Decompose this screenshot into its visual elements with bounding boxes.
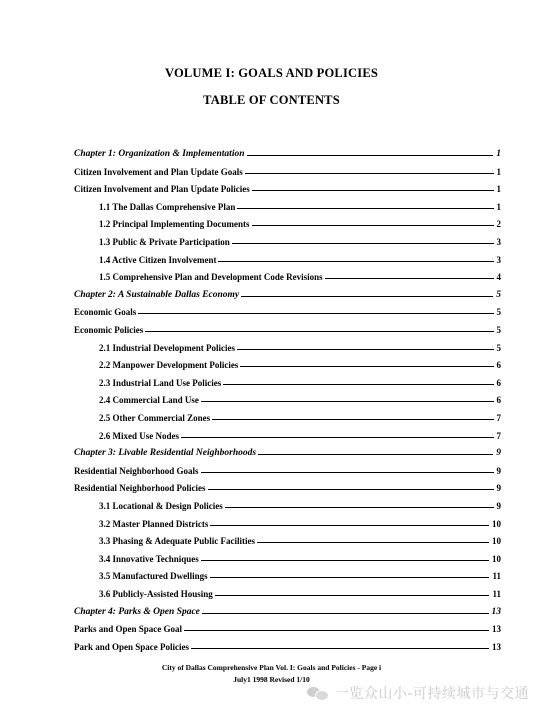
toc-entry-label: Chapter 4: Parks & Open Space bbox=[74, 606, 200, 617]
toc-page-number: 11 bbox=[492, 571, 501, 582]
toc-leader-line bbox=[212, 419, 493, 420]
toc-page-number: 9 bbox=[496, 501, 501, 511]
toc-page-number: 6 bbox=[496, 395, 501, 406]
toc-subsection-row bbox=[99, 567, 501, 581]
toc-page-number: 6 bbox=[496, 360, 501, 371]
toc-page-number: 13 bbox=[492, 624, 501, 635]
toc-leader-line bbox=[202, 613, 489, 614]
watermark bbox=[307, 683, 529, 703]
toc-leader-line bbox=[232, 243, 494, 244]
toc-page-number: 1 bbox=[496, 166, 501, 177]
toc-page-number: 1 bbox=[496, 201, 501, 212]
toc-entry-label: Residential Neighborhood Policies bbox=[74, 483, 206, 494]
toc-title: TABLE OF CONTENTS bbox=[203, 93, 340, 107]
toc-leader-line bbox=[210, 577, 490, 578]
toc-subsection-row bbox=[99, 497, 501, 511]
toc-leader-line bbox=[252, 190, 494, 191]
toc-entry-label: Citizen Involvement and Plan Update Policies bbox=[74, 184, 250, 195]
toc-entry-label: 1.3 Public & Private Participation bbox=[99, 237, 230, 247]
toc-page-number: 11 bbox=[492, 589, 501, 599]
toc-leader-line bbox=[252, 225, 494, 226]
toc-page-number: 7 bbox=[496, 413, 501, 423]
toc-subsection-row bbox=[99, 233, 501, 247]
toc-page-number: 5 bbox=[496, 342, 501, 353]
toc-leader-line bbox=[215, 595, 490, 596]
toc-subsection-row bbox=[99, 339, 501, 353]
toc-section-row bbox=[74, 462, 501, 476]
toc-entry-label: Residential Neighborhood Goals bbox=[74, 465, 199, 476]
toc-leader-line bbox=[223, 384, 493, 385]
toc-leader-line bbox=[138, 313, 493, 314]
toc-subsection-row bbox=[99, 215, 501, 229]
toc-page-number: 10 bbox=[492, 553, 501, 564]
toc-page-number: 7 bbox=[496, 430, 501, 441]
toc-subsection-row bbox=[99, 251, 501, 265]
toc-leader-line bbox=[258, 454, 493, 455]
toc-chapter-row bbox=[74, 603, 501, 617]
toc-entry-label: 1.4 Active Citizen Involvement bbox=[99, 254, 217, 265]
toc-entry-label: Chapter 1: Organization & Implementation bbox=[74, 149, 245, 159]
toc-entry-label: 2.1 Industrial Development Policies bbox=[99, 342, 235, 353]
toc-subsection-row bbox=[99, 268, 501, 282]
toc-section-row bbox=[74, 638, 501, 652]
toc-page-number: 9 bbox=[496, 448, 501, 459]
toc-entry-label: 1.2 Principal Implementing Documents bbox=[99, 219, 250, 230]
toc-leader-line bbox=[240, 366, 493, 367]
toc-page-number: 13 bbox=[491, 606, 501, 617]
toc-leader-line bbox=[201, 401, 494, 402]
toc-section-row bbox=[74, 620, 501, 634]
toc-entry-label: 2.3 Industrial Land Use Policies bbox=[99, 377, 222, 388]
toc-chapter-row bbox=[74, 286, 501, 300]
toc-entry-label: 2.6 Mixed Use Nodes bbox=[99, 430, 179, 441]
toc-entry-label: 3.5 Manufactured Dwellings bbox=[99, 571, 208, 582]
toc-subsection-row bbox=[99, 198, 501, 212]
toc-entry-label: 2.5 Other Commercial Zones bbox=[99, 413, 211, 423]
toc-subsection-row bbox=[99, 374, 501, 388]
toc-subsection-row bbox=[99, 532, 501, 546]
toc-leader-line bbox=[257, 542, 489, 543]
toc-leader-line bbox=[241, 296, 493, 297]
toc-leader-line bbox=[191, 648, 489, 649]
toc-page-number: 3 bbox=[496, 254, 501, 265]
watermark-text: 一览众山小-可持续城市与交通 bbox=[334, 686, 529, 702]
toc-leader-line bbox=[201, 472, 494, 473]
toc-entry-label: 3.4 Innovative Techniques bbox=[99, 553, 199, 564]
toc-entry-label: Chapter 2: A Sustainable Dallas Economy bbox=[74, 289, 240, 300]
toc-page-number: 2 bbox=[496, 219, 501, 230]
toc-entry-label: 2.2 Manpower Development Policies bbox=[99, 360, 239, 371]
toc-leader-line bbox=[237, 349, 494, 350]
toc-section-row bbox=[74, 321, 501, 335]
toc-page-number: 5 bbox=[496, 325, 501, 335]
footer-line-2: July1 1998 Revised 1/10 bbox=[233, 675, 310, 684]
toc-entry-label: 1.1 The Dallas Comprehensive Plan bbox=[99, 201, 236, 212]
toc-entry-label: 3.3 Phasing & Adequate Public Facilities bbox=[99, 536, 256, 547]
toc-leader-line bbox=[181, 437, 494, 438]
toc-leader-line bbox=[325, 278, 494, 279]
toc-page-number: 1 bbox=[496, 149, 501, 159]
toc-chapter-row bbox=[74, 444, 501, 458]
toc-leader-line bbox=[245, 173, 494, 174]
toc-page-number: 10 bbox=[492, 518, 501, 529]
footer-line-1: City of Dallas Comprehensive Plan Vol. I: Goals and Policies - Page i bbox=[161, 663, 382, 672]
toc-entry-label: Parks and Open Space Goal bbox=[74, 624, 183, 635]
toc-entry-label: 2.4 Commercial Land Use bbox=[99, 395, 199, 406]
toc-entry-label: Chapter 3: Livable Residential Neighborhoods bbox=[74, 448, 257, 459]
toc-entry-label: 1.5 Comprehensive Plan and Development Code Revisions bbox=[99, 272, 323, 283]
toc-entry-label: Park and Open Space Policies bbox=[74, 641, 190, 652]
toc-leader-line bbox=[184, 630, 489, 631]
toc-section-row bbox=[74, 163, 501, 177]
toc-leader-line bbox=[201, 560, 489, 561]
toc-page-number: 10 bbox=[492, 536, 501, 547]
toc-section-row bbox=[74, 303, 501, 317]
toc-leader-line bbox=[237, 208, 493, 209]
toc-section-row bbox=[74, 180, 501, 194]
toc-page-number: 4 bbox=[496, 272, 501, 283]
toc-chapter-row bbox=[74, 145, 501, 159]
toc-subsection-row bbox=[99, 409, 501, 423]
toc-entry-label: Economic Policies bbox=[74, 325, 144, 335]
toc-leader-line bbox=[208, 489, 494, 490]
toc-leader-line bbox=[210, 525, 489, 526]
toc-entry-label: 3.2 Master Planned Districts bbox=[99, 518, 209, 529]
toc-page-number: 6 bbox=[496, 377, 501, 388]
toc-entry-label: 3.6 Publicly-Assisted Housing bbox=[99, 589, 213, 599]
toc-page-number: 5 bbox=[496, 307, 501, 318]
toc-leader-line bbox=[247, 155, 494, 156]
toc-page-number: 9 bbox=[496, 483, 501, 494]
toc-subsection-row bbox=[99, 427, 501, 441]
toc-subsection-row bbox=[99, 515, 501, 529]
toc-subsection-row bbox=[99, 550, 501, 564]
toc-page-number: 5 bbox=[496, 289, 501, 300]
toc-leader-line bbox=[225, 507, 494, 508]
volume-title: VOLUME I: GOALS AND POLICIES bbox=[164, 66, 379, 80]
toc-page-number: 3 bbox=[496, 237, 501, 247]
toc-entry-label: Economic Goals bbox=[74, 307, 137, 318]
toc-leader-line bbox=[145, 331, 493, 332]
toc-entry-label: Citizen Involvement and Plan Update Goals bbox=[74, 166, 243, 177]
wechat-icon bbox=[307, 685, 329, 701]
toc-page-number: 13 bbox=[492, 641, 501, 652]
toc-leader-line bbox=[218, 261, 493, 262]
toc-page-number: 1 bbox=[496, 184, 501, 195]
toc-subsection-row bbox=[99, 391, 501, 405]
toc-page-number: 9 bbox=[496, 465, 501, 476]
toc-section-row bbox=[74, 479, 501, 493]
toc-entry-label: 3.1 Locational & Design Policies bbox=[99, 501, 223, 511]
toc-subsection-row bbox=[99, 356, 501, 370]
toc-subsection-row bbox=[99, 585, 501, 599]
